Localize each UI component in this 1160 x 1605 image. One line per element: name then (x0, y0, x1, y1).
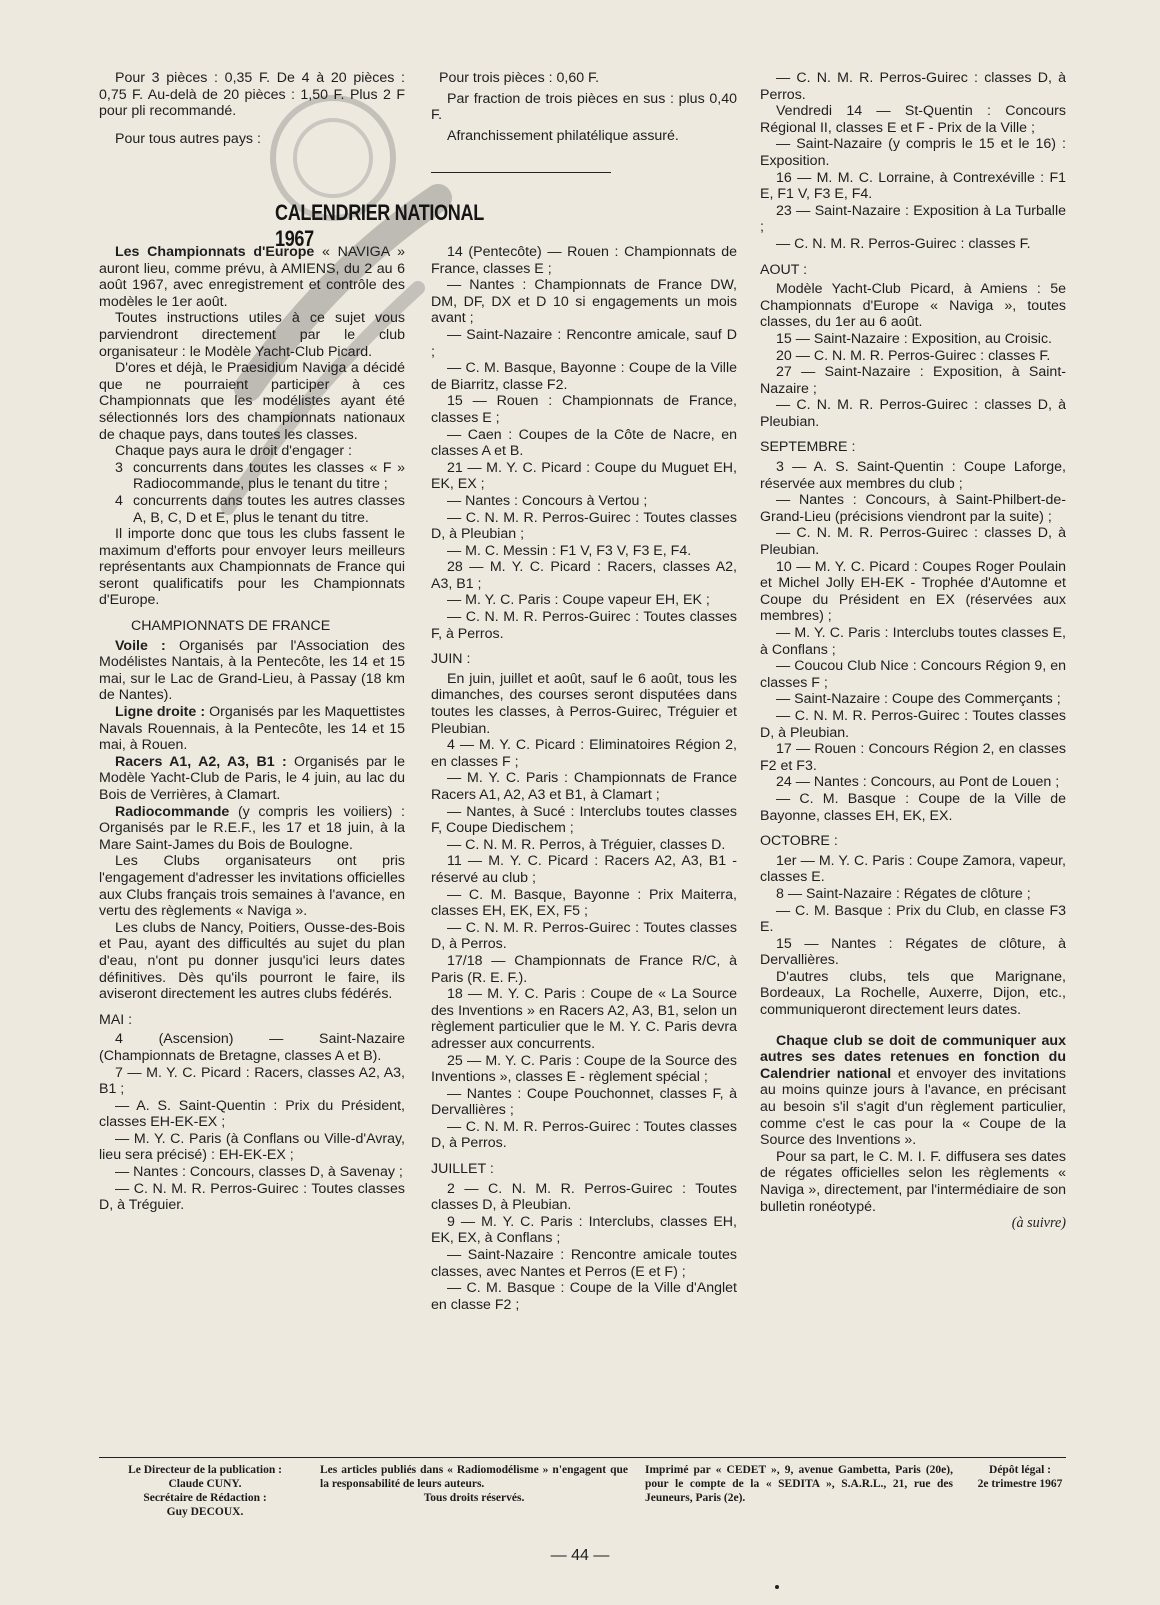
footer-text: Imprimé par « CEDET », 9, avenue Gambetta, Paris (20e), pour le compte de la « SEDITA », S.A.R.L., 21, rue des Jeuneurs, Paris (2e). (645, 1464, 953, 1504)
footer-disclaimer (320, 1463, 628, 1505)
paragraph: Toutes instructions utiles à ce sujet vous parviendront directement par le club organisateur : le Modèle Yacht-Club Picard. (99, 310, 405, 360)
footer-line: Dépôt légal : (989, 1464, 1051, 1476)
calendar-entry: 25 — M. Y. C. Paris : Coupe de la Source des Inventions », classes E - règlement spécial ; (431, 1052, 737, 1086)
footer-line: Claude CUNY. (168, 1478, 242, 1490)
paragraph: Les Clubs organisateurs ont pris l'engagement d'adresser les invitations officielles aux Clubs français trois semaines à l'avance, en vertu des règlements « Naviga ». (99, 853, 405, 920)
calendar-entry: — C. M. Basque : Coupe de la Ville d'Anglet en classe F2 ; (431, 1280, 737, 1313)
calendar-entry: 7 — M. Y. C. Picard : Racers, classes A2, A3, B1 ; (99, 1064, 405, 1098)
calendar-entry: — A. S. Saint-Quentin : Prix du Président, classes EH-EK-EX ; (99, 1097, 405, 1131)
postage-philatelic: Afranchissement philatélique assuré. (447, 127, 679, 144)
calendar-entry: — M. Y. C. Paris : Coupe vapeur EH, EK ; (447, 592, 710, 609)
calendar-entry: En juin, juillet et août, sauf le 6 août, tous les dimanches, des courses seront disputées dans toutes les classes, à Perros-Guirec, Tréguier et Pleubian. (431, 670, 737, 737)
paragraph: Les clubs de Nancy, Poitiers, Ousse-des-Bois et Pau, ayant des difficultés au sujet du plan d'eau, n'ont pu donner jusqu'ici leurs dates définitives. Dès qu'ils pourront le faire, ils aviseront directement les autres clubs fédérés. (99, 919, 405, 1003)
postage-rate-three: Pour trois pièces : 0,60 F. (439, 70, 600, 86)
paragraph-radio (99, 804, 405, 854)
paragraph-racers (99, 754, 405, 804)
list-number: 4 (115, 492, 123, 509)
calendar-entry: 8 — Saint-Nazaire : Régates de clôture ; (776, 885, 1031, 902)
calendar-entry: — M. Y. C. Paris : Interclubs toutes classes E, à Conflans ; (760, 625, 1066, 658)
month-heading-juin: JUIN : (431, 651, 471, 668)
calendar-entry: — C. N. M. R. Perros, à Tréguier, classes D. (447, 836, 726, 853)
footer-legal-deposit (968, 1463, 1072, 1491)
ligne-bold: Ligne droite : (115, 704, 206, 721)
list-item (99, 493, 405, 526)
calendar-entry: 18 — M. Y. C. Paris : Coupe de « La Source des Inventions » en Racers A2, A3, B1, selon un règlement particulier que le M. Y. C. Paris devra adresser aux concurrents. (431, 986, 737, 1052)
section-heading: CHAMPIONNATS DE FRANCE (131, 618, 331, 635)
month-heading-juillet: JUILLET : (431, 1161, 494, 1178)
footer-rights: Tous droits réservés. (423, 1492, 525, 1504)
footer-line: Guy DECOUX. (166, 1506, 244, 1518)
column-3 (760, 70, 1066, 1232)
radio-text: (y compris les voiliers) : Organisés par le R.E.F., les 17 et 18 juin, à la Mare Saint-James du Bois de Boulogne. (99, 803, 405, 853)
calendar-entry: — M. Y. C. Paris (à Conflans ou Ville-d'Avray, lieu sera précisé) : EH-EK-EX ; (99, 1130, 405, 1164)
paragraph: Il importe donc que tous les clubs fassent le maximum d'efforts pour envoyer leurs meilleurs représentants aux Championnats de France qui seront qualificatifs pour les Championnats d'Europe. (99, 526, 405, 609)
calendar-entry: 23 — Saint-Nazaire : Exposition à La Turballe ; (760, 202, 1066, 236)
footer-printer (645, 1463, 953, 1505)
footer-line: Secrétaire de Rédaction : (143, 1492, 267, 1504)
article-title: CALENDRIER NATIONAL 1967 (275, 200, 484, 251)
paragraph: Chaque pays aura le droit d'engager : (115, 443, 352, 460)
calendar-entry: 27 — Saint-Nazaire : Exposition, à Saint-Nazaire ; (760, 364, 1066, 397)
closing-text: et envoyer des invitations au moins quinze jours à l'avance, en précisant au besoin s'il s'agit d'un règlement particulier, comme c'est le cas pour la « Coupe de la Source des Inventions ». (760, 1065, 1066, 1149)
calendar-entry: 2 — C. N. M. R. Perros-Guirec : Toutes classes D, à Pleubian. (431, 1180, 737, 1214)
calendar-entry: — Saint-Nazaire : Rencontre amicale, sauf D ; (431, 326, 737, 360)
month-heading-mai: MAI : (99, 1011, 133, 1028)
calendar-entry: — Caen : Coupes de la Côte de Nacre, en classes A et B. (431, 426, 737, 460)
calendar-entry: — Nantes : Coupe Pouchonnet, classes F, à Dervallières ; (431, 1085, 737, 1119)
calendar-entry: 10 — M. Y. C. Picard : Coupes Roger Poulain et Michel Jolly EH-EK - Trophée d'Automne et Coupe du Président en EX (réservées aux membres) ; (760, 558, 1066, 625)
footer-line: 2e trimestre 1967 (977, 1478, 1063, 1490)
calendar-entry: 24 — Nantes : Concours, au Pont de Louen ; (776, 774, 1060, 791)
calendar-entry: — Saint-Nazaire (y compris le 15 et le 16) : Exposition. (760, 136, 1066, 169)
print-speck (775, 1585, 779, 1589)
calendar-entry: — Saint-Nazaire : Coupe des Commerçants ; (776, 691, 1061, 708)
calendar-entry: — C. N. M. R. Perros-Guirec : classes F. (776, 235, 1031, 252)
calendar-entry: 1er — M. Y. C. Paris : Coupe Zamora, vapeur, classes E. (760, 852, 1066, 886)
racers-text: Organisés par le Modèle Yacht-Club de Paris, le 4 juin, au lac du Bois de Verrières, à Clamart. (99, 753, 405, 803)
paragraph-intro (99, 244, 405, 310)
page-number: — 44 — (550, 1547, 610, 1564)
calendar-entry: — C. M. Basque, Bayonne : Prix Maiterra, classes EH, EK, EX, F5 ; (431, 886, 737, 920)
calendar-entry: — C. N. M. R. Perros-Guirec : Toutes classes D, à Pleubian. (760, 707, 1066, 741)
footer-text: Les articles publiés dans « Radiomodélisme » n'engagent que la responsabilité de leurs auteurs. (320, 1464, 628, 1490)
calendar-entry: — C. N. M. R. Perros-Guirec : classes D, à Perros. (760, 70, 1066, 103)
month-heading-septembre: SEPTEMBRE : (760, 439, 856, 456)
calendar-entry: — C. N. M. R. Perros-Guirec : Toutes classes F, à Perros. (431, 609, 737, 642)
radio-bold: Radiocommande (115, 803, 230, 820)
closing-bold: Chaque club se doit de communiquer aux autres ses dates retenues en fonction du Calendrier national (760, 1032, 1066, 1082)
paragraph-voile (99, 638, 405, 704)
footer-rule (99, 1457, 1066, 1458)
calendar-entry: 15 — Rouen : Championnats de France, classes E ; (431, 393, 737, 426)
calendar-entry: — C. M. Basque : Prix du Club, en classe F3 E. (760, 902, 1066, 936)
calendar-entry: 4 (Ascension) — Saint-Nazaire (Championnats de Bretagne, classes A et B). (99, 1031, 405, 1064)
calendar-entry: 17 — Rouen : Concours Région 2, en classes F2 et F3. (760, 741, 1066, 774)
column-1-top (99, 70, 405, 147)
calendar-entry: — C. M. Basque : Coupe de la Ville de Bayonne, classes EH, EK, EX. (760, 790, 1066, 824)
calendar-entry: 28 — M. Y. C. Picard : Racers, classes A2, A3, B1 ; (431, 559, 737, 592)
calendar-entry: 9 — M. Y. C. Paris : Interclubs, classes EH, EK, EX, à Conflans ; (431, 1213, 737, 1247)
calendar-entry: 11 — M. Y. C. Picard : Racers A2, A3, B1 - réservé au club ; (431, 853, 737, 886)
list-item (99, 460, 405, 493)
column-2-top (431, 70, 737, 144)
month-heading-octobre: OCTOBRE : (760, 833, 838, 850)
calendar-entry: — Nantes : Championnats de France DW, DM, DF, DX et D 10 si engagements un mois avant ; (431, 277, 737, 327)
column-1 (99, 244, 405, 1214)
calendar-entry: 4 — M. Y. C. Picard : Eliminatoires Région 2, en classes F ; (431, 737, 737, 770)
calendar-entry: — Coucou Club Nice : Concours Région 9, en classes F ; (760, 658, 1066, 691)
calendar-entry: — M. C. Messin : F1 V, F3 V, F3 E, F4. (447, 542, 692, 559)
closing-paragraph (760, 1033, 1066, 1149)
postage-rates-france: Pour 3 pièces : 0,35 F. De 4 à 20 pièces : 0,75 F. Au-delà de 20 pièces : 1,50 F. Plus 2 F pour pli recommandé. (99, 70, 405, 120)
voile-bold: Voile : (115, 637, 166, 654)
column-2 (431, 244, 737, 1313)
racers-bold: Racers A1, A2, A3, B1 : (115, 753, 287, 770)
divider-rule (431, 172, 611, 173)
list-text: concurrents dans toutes les classes « F » Radiocommande, plus le tenant du titre ; (133, 459, 405, 493)
intro-bold: Les Championnats d'Europe (115, 244, 315, 260)
intro-text: « NAVIGA » auront lieu, comme prévu, à AMIENS, du 2 au 6 août 1967, avec enregistrement et contrôle des modèles le 1er août. (99, 244, 405, 310)
calendar-entry: 20 — C. N. M. R. Perros-Guirec : classes F. (776, 347, 1051, 364)
ligne-text: Organisés par les Maquettistes Navals Rouennais, à la Pentecôte, les 14 et 15 mai, à Rouen. (99, 704, 405, 754)
calendar-entry: D'autres clubs, tels que Marignane, Bordeaux, La Rochelle, Auxerre, Dijon, etc., communiqueront directement leurs dates. (760, 968, 1066, 1019)
postage-other-countries: Pour tous autres pays : (115, 130, 261, 147)
calendar-entry: — Nantes : Concours, classes D, à Savenay ; (115, 1164, 403, 1181)
paragraph-ligne (99, 704, 405, 754)
calendar-entry: 3 — A. S. Saint-Quentin : Coupe Laforge, réservée aux membres du club ; (760, 459, 1066, 492)
calendar-entry: — C. M. Basque, Bayonne : Coupe de la Ville de Biarritz, classe F2. (431, 360, 737, 393)
calendar-entry: — C. N. M. R. Perros-Guirec : classes D, à Pleubian. (760, 525, 1066, 559)
month-heading-aout: AOUT : (760, 261, 808, 278)
calendar-entry: Modèle Yacht-Club Picard, à Amiens : 5e Championnats d'Europe « Naviga », toutes classes, du 1er au 6 août. (760, 281, 1066, 331)
footer-line: Le Directeur de la publication : (128, 1464, 282, 1476)
voile-text: Organisés par l'Association des Modélistes Nantais, à la Pentecôte, les 14 et 15 mai, sur le Lac de Grand-Lieu, à Passay (18 km de Nantes). (99, 637, 405, 704)
calendar-entry: — Nantes : Concours, à Saint-Philbert-de-Grand-Lieu (précisions viendront par la suite) ; (760, 492, 1066, 525)
calendar-entry: 21 — M. Y. C. Picard : Coupe du Muguet EH, EK, EX ; (431, 459, 737, 493)
closing-paragraph-2: Pour sa part, le C. M. I. F. diffusera ses dates de régates officielles selon les règlements « Naviga », directement, par l'intermédiaire de son bulletin ronéotypé. (760, 1148, 1066, 1215)
list-text: concurrents dans toutes les autres classes A, B, C, D et E, plus le tenant du titre. (133, 492, 405, 526)
calendar-entry: — M. Y. C. Paris : Championnats de France Racers A1, A2, A3 et B1, à Clamart ; (431, 770, 737, 803)
calendar-entry: 14 (Pentecôte) — Rouen : Championnats de France, classes E ; (431, 244, 737, 277)
to-be-continued: (à suivre) (1011, 1215, 1066, 1232)
postage-rate-extra: Par fraction de trois pièces en sus : plus 0,40 F. (431, 90, 737, 124)
footer-director (99, 1463, 311, 1519)
calendar-entry: — Saint-Nazaire : Rencontre amicale toutes classes, avec Nantes et Perros (E et F) ; (431, 1247, 737, 1280)
calendar-entry: — C. N. M. R. Perros-Guirec : Toutes classes D, à Perros. (431, 1118, 737, 1152)
list-number: 3 (115, 459, 123, 476)
calendar-entry: — C. N. M. R. Perros-Guirec : classes D, à Pleubian. (760, 397, 1066, 430)
calendar-entry: 17/18 — Championnats de France R/C, à Paris (R. E. F.). (431, 952, 737, 986)
calendar-entry: 16 — M. M. C. Lorraine, à Contrexéville : F1 E, F1 V, F3 E, F4. (760, 169, 1066, 203)
calendar-entry: 15 — Nantes : Régates de clôture, à Dervallières. (760, 935, 1066, 969)
calendar-entry: — C. N. M. R. Perros-Guirec : Toutes classes D, à Perros. (431, 919, 737, 953)
calendar-entry: — C. N. M. R. Perros-Guirec : Toutes classes D, à Tréguier. (99, 1180, 405, 1214)
calendar-entry: — Nantes : Concours à Vertou ; (447, 492, 648, 509)
calendar-entry: Vendredi 14 — St-Quentin : Concours Régional II, classes E et F - Prix de la Ville ; (760, 103, 1066, 136)
paragraph: D'ores et déjà, le Praesidium Naviga a décidé que ne pourraient participer à ces Championnats que les modélistes ayant été sélectionnés lors des championnats nationaux de chaque pays, dans toutes les classes. (99, 360, 405, 443)
calendar-entry: 15 — Saint-Nazaire : Exposition, au Croisic. (776, 330, 1052, 347)
calendar-entry: — C. N. M. R. Perros-Guirec : Toutes classes D, à Pleubian ; (431, 509, 737, 543)
calendar-entry: — Nantes, à Sucé : Interclubs toutes classes F, Coupe Diedischem ; (431, 803, 737, 837)
